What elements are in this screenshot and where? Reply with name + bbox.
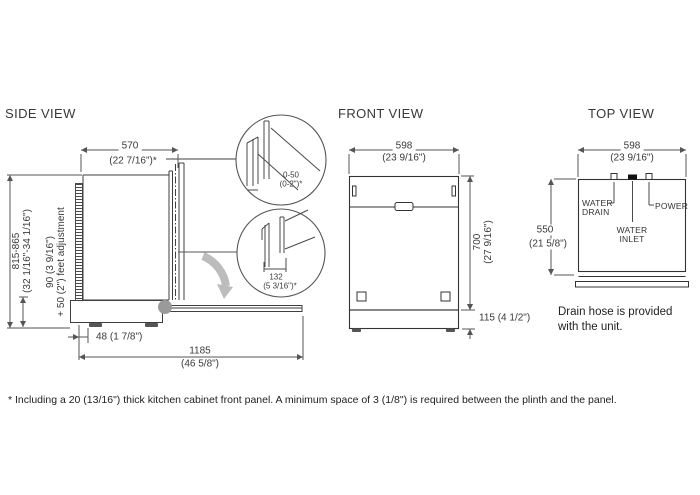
water-drain-label-line1: WATER xyxy=(582,198,613,208)
drain-note-line1: Drain hose is provided xyxy=(558,306,673,318)
detail-top-gap-inch: (0-2")* xyxy=(279,179,303,189)
fv-width-inch: (23 9/16") xyxy=(382,152,426,164)
fv-height-inch: (27 9/16") xyxy=(483,220,494,264)
dim-plinth-recess: 48 (1 7/8") xyxy=(96,331,143,343)
dim-height-label xyxy=(11,209,33,293)
tv-depth-inch: (21 5/8") xyxy=(526,239,570,250)
front-view-title: FRONT VIEW xyxy=(338,106,424,121)
detail-panel-mm: 132 xyxy=(266,273,285,282)
front-view-dimensions xyxy=(349,150,475,339)
dim-door-open-mm: 1185 xyxy=(186,346,214,357)
water-inlet-label-line1: WATER xyxy=(616,225,648,235)
detail-circle-top xyxy=(236,115,326,205)
door-hinge-dot xyxy=(158,300,172,314)
dim-height-inch: (32 1/16"-34 1/16") xyxy=(22,209,33,293)
water-inlet-label-line2: INLET xyxy=(619,234,645,244)
dim-feet-mm: 90 (3 9/16") xyxy=(45,236,56,288)
top-view-dimensions xyxy=(551,150,689,275)
dim-feet-label xyxy=(45,207,67,316)
water-inlet-port xyxy=(628,175,637,180)
side-view-title: SIDE VIEW xyxy=(5,106,76,121)
detail-top-gap-mm: 0-50 xyxy=(282,170,300,180)
tv-depth-mm: 550 xyxy=(534,225,557,236)
dim-feet-note: + 50 (2") feet adjustment xyxy=(56,207,67,317)
dim-depth-inch: (22 7/16")* xyxy=(109,155,157,167)
water-drain-label-line2: DRAIN xyxy=(582,207,610,217)
detail-panel-inch: (5 3/16")* xyxy=(263,281,297,291)
drain-note-line2: with the unit. xyxy=(558,321,623,333)
fv-plinth-dim: 115 (4 1/2") xyxy=(479,312,531,324)
power-port xyxy=(646,174,652,180)
fv-width-mm: 598 xyxy=(393,141,416,152)
footnote: * Including a 20 (13/16") thick kitchen cabinet front panel. A minimum space of 3 (1/8") is required between the plinth and the panel. xyxy=(8,394,617,406)
fv-height-mm: 700 xyxy=(472,233,483,251)
power-label: POWER xyxy=(655,201,689,211)
tv-width-inch: (23 9/16") xyxy=(610,152,654,164)
dim-door-open-inch: (46 5/8") xyxy=(180,358,220,370)
tv-width-mm: 598 xyxy=(621,141,644,152)
front-view-unit xyxy=(350,177,459,333)
top-view-title: TOP VIEW xyxy=(588,106,655,121)
water-drain-port xyxy=(611,174,617,180)
door-swing-arrow xyxy=(203,256,233,299)
dim-depth-mm: 570 xyxy=(119,141,142,152)
fv-height-label xyxy=(472,220,494,264)
dim-height-mm: 815-865 xyxy=(11,232,22,270)
